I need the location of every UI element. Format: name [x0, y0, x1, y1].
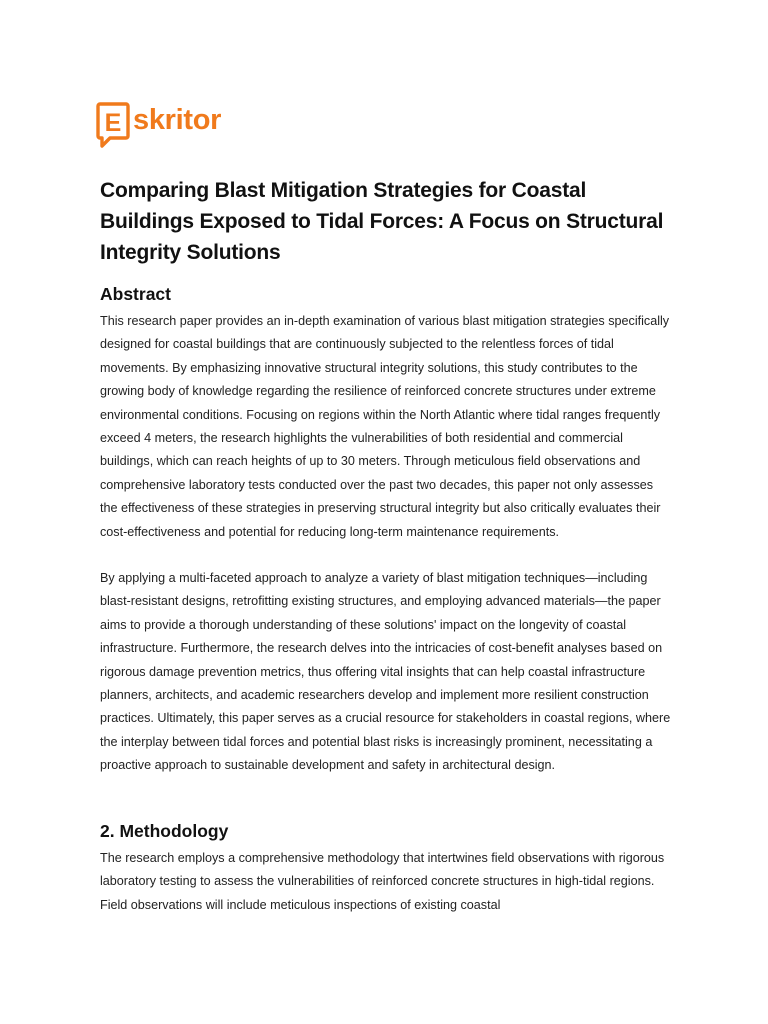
methodology-heading: 2. Methodology	[100, 821, 229, 841]
abstract-heading: Abstract	[100, 284, 171, 304]
logo-mark-icon	[96, 102, 130, 144]
document-title: Comparing Blast Mitigation Strategies for Coastal Buildings Exposed to Tidal Forces: A Focus on Structural Integrity Solutions	[100, 179, 664, 264]
methodology-paragraph-1: The research employs a comprehensive methodology that intertwines field observations with rigorous laboratory testing to assess the vulnerabilities of reinforced concrete structures in high-tidal regions. Field observations will include meticulous inspections of existing coastal	[100, 851, 665, 912]
logo-mark-letter: E	[104, 109, 122, 137]
logo-wordmark: skritor	[133, 103, 222, 136]
abstract-paragraph-2: By applying a multi-faceted approach to analyze a variety of blast mitigation techniques—including blast-resistant designs, retrofitting existing structures, and employing advanced materials—the paper aims to provide a thorough understanding of these solutions' impact on the longevity of coastal infrastructure. Furthermore, the research delves into the intricacies of cost-benefit analyses based on rigorous damage prevention metrics, thus offering vital insights that can help coastal infrastructure planners, architects, and academic researchers develop and implement more resilient construction practices. Ultimately, this paper serves as a crucial resource for stakeholders in coastal regions, where the interplay between tidal forces and potential blast risks is increasingly prominent, necessitating a proactive approach to sustainable development and safety in architectural design.	[100, 571, 671, 773]
eskritor-logo	[96, 97, 221, 149]
abstract-paragraph-1: This research paper provides an in-depth examination of various blast mitigation strategies specifically designed for coastal buildings that are continuously subjected to the relentless forces of tidal movements. By emphasizing innovative structural integrity solutions, this study contributes to the growing body of knowledge regarding the resilience of reinforced concrete structures under extreme environmental conditions. Focusing on regions within the North Atlantic where tidal ranges frequently exceed 4 meters, the research highlights the vulnerabilities of both residential and commercial buildings, which can reach heights of up to 30 meters. Through meticulous field observations and comprehensive laboratory tests conducted over the past two decades, this paper not only assesses the effectiveness of these strategies in preserving structural integrity but also critically evaluates their cost-effectiveness and potential for reducing long-term maintenance requirements.	[100, 314, 670, 539]
